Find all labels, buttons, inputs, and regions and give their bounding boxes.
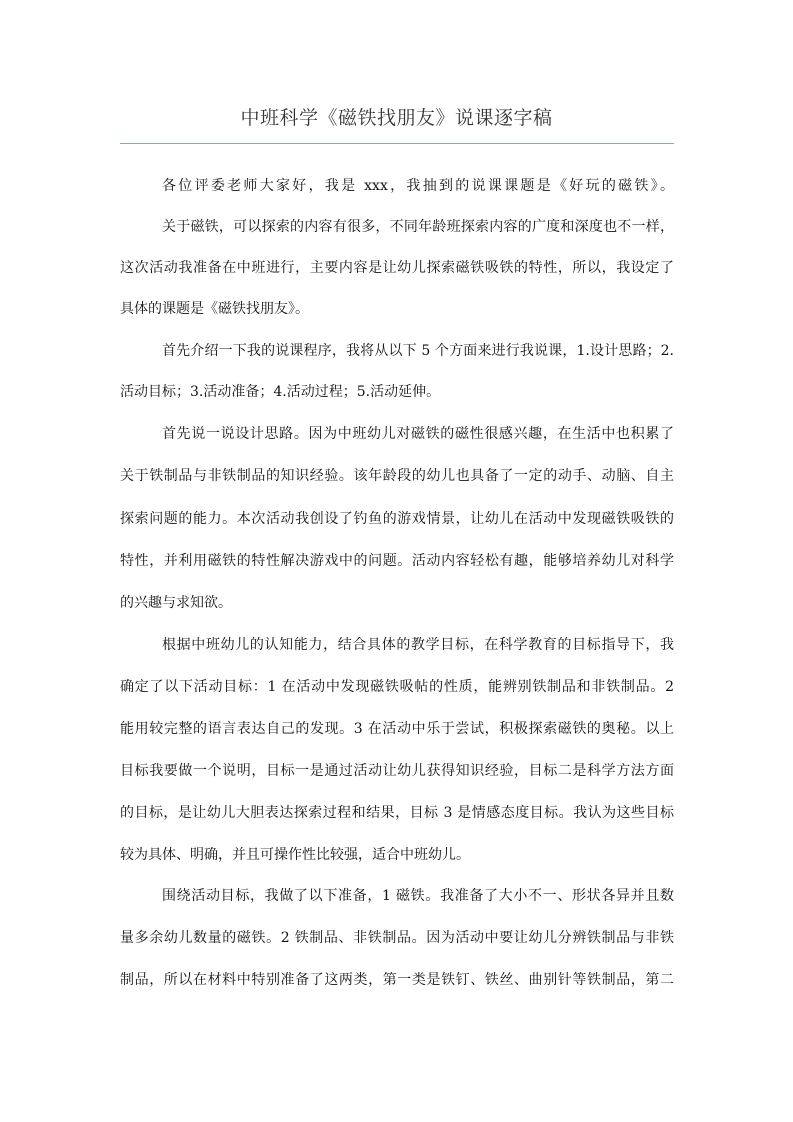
text-line: 根据中班幼儿的认知能力，结合具体的教学目标，在科学教育的目标指导下，我	[162, 637, 674, 653]
text-line: 关于磁铁，可以探索的内容有很多，不同年龄班探索内容的广度和深度也不一样，	[162, 219, 674, 235]
text-line: 的目标，是让幼儿大胆表达探索过程和结果，目标 3 是情感态度目标。我认为这些目标	[120, 805, 674, 821]
text-line: 首先介绍一下我的说课程序，我将从以下 5 个方面来进行我说课，1.设计思路；2.	[162, 343, 674, 359]
text-line: 围绕活动目标，我做了以下准备，1 磁铁。我准备了大小不一、形状各异并且数	[162, 888, 674, 904]
text-line: 的兴趣与求知欲。	[120, 595, 232, 611]
text-line: 这次活动我准备在中班进行，主要内容是让幼儿探索磁铁吸铁的特性，所以，我设定了	[120, 260, 674, 276]
text-line: 各位评委老师大家好，我是 xxx，我抽到的说课课题是《好玩的磁铁》。	[162, 178, 674, 194]
text-line: 关于铁制品与非铁制品的知识经验。该年龄段的幼儿也具备了一定的动手、动脑、自主	[120, 468, 674, 484]
title-divider	[120, 143, 674, 144]
document-title: 中班科学《磁铁找朋友》说课逐字稿	[240, 107, 553, 129]
text-line: 能用较完整的语言表达自己的发现。3 在活动中乐于尝试，积极探索磁铁的奥秘。以上	[120, 721, 674, 737]
text-line: 活动目标；3.活动准备；4.活动过程；5.活动延伸。	[120, 384, 441, 400]
text-line: 制品，所以在材料中特别准备了这两类，第一类是铁钉、铁丝、曲别针等铁制品，第二	[120, 972, 674, 988]
text-line: 探索问题的能力。本次活动我创设了钓鱼的游戏情景，让幼儿在活动中发现磁铁吸铁的	[120, 511, 674, 527]
text-line: 量多余幼儿数量的磁铁。2 铁制品、非铁制品。因为活动中要让幼儿分辨铁制品与非铁	[120, 930, 674, 946]
text-line: 较为具体、明确，并且可操作性比较强，适合中班幼儿。	[120, 847, 470, 863]
text-line: 目标我要做一个说明，目标一是通过活动让幼儿获得知识经验，目标二是科学方法方面	[120, 763, 674, 779]
text-line: 具体的课题是《磁铁找朋友》。	[120, 301, 309, 317]
text-line: 首先说一说设计思路。因为中班幼儿对磁铁的磁性很感兴趣，在生活中也积累了	[162, 426, 674, 442]
text-line: 特性，并利用磁铁的特性解决游戏中的问题。活动内容轻松有趣，能够培养幼儿对科学	[120, 553, 674, 569]
text-line: 确定了以下活动目标：1 在活动中发现磁铁吸帖的性质，能辨别铁制品和非铁制品。2	[120, 679, 674, 695]
